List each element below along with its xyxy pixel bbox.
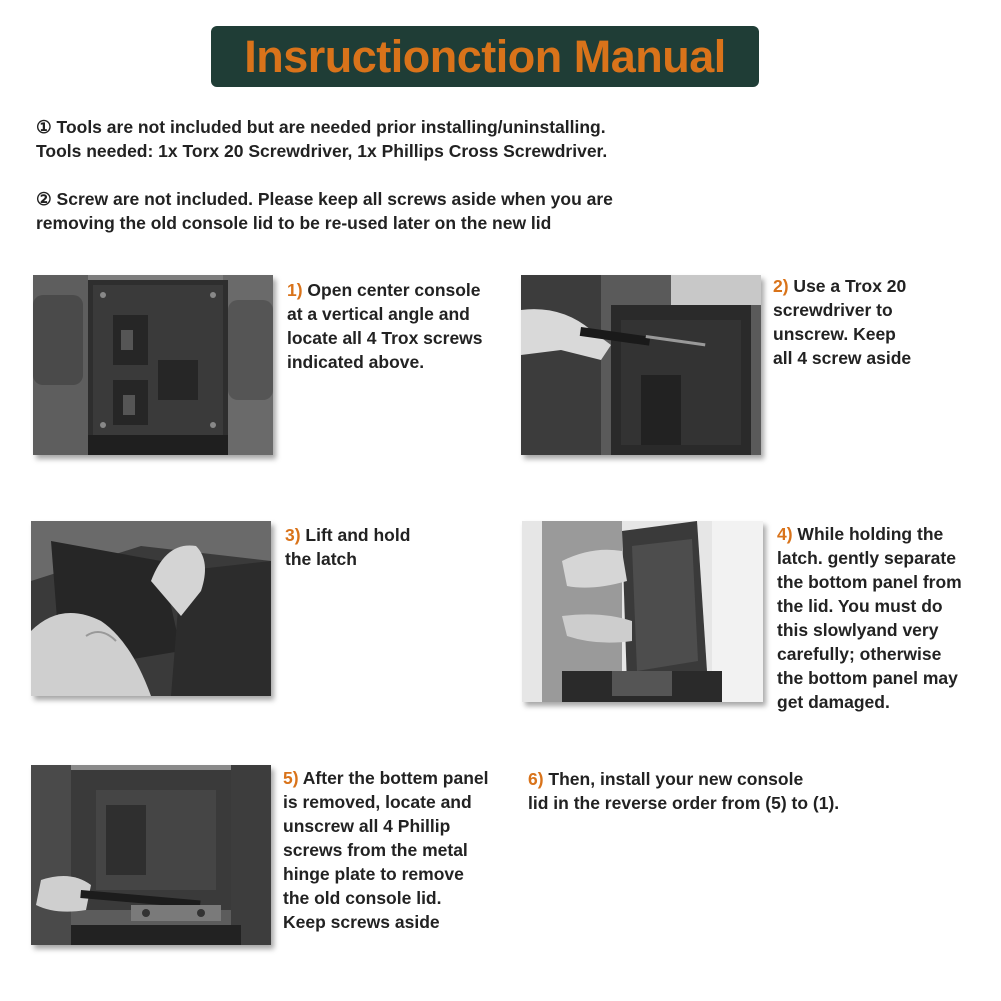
step3-photo bbox=[31, 521, 271, 696]
step1-line3: locate all 4 Trox screws bbox=[287, 328, 483, 348]
step6-line2: lid in the reverse order from (5) to (1). bbox=[528, 793, 840, 813]
step1-line2: at a vertical angle and bbox=[287, 304, 470, 324]
step5-number: 5) bbox=[283, 768, 299, 788]
step3-line2: the latch bbox=[285, 549, 357, 569]
step4-line2: latch. gently separate bbox=[777, 548, 956, 568]
step4-line8: get damaged. bbox=[777, 692, 890, 712]
step4-line4: the lid. You must do bbox=[777, 596, 943, 616]
step5-line6: the old console lid. bbox=[283, 888, 442, 908]
step5-line4: screws from the metal bbox=[283, 840, 468, 860]
step1-text bbox=[287, 278, 483, 374]
title-banner bbox=[211, 26, 759, 87]
step2-line1: Use a Trox 20 bbox=[788, 276, 907, 296]
note-screws bbox=[36, 187, 613, 235]
note-tools bbox=[36, 115, 607, 163]
step5-text bbox=[283, 766, 488, 934]
note-screws-line1: ② Screw are not included. Please keep all screws aside when you are bbox=[36, 189, 613, 209]
step6-line1: Then, install your new console bbox=[543, 769, 804, 789]
step3-text bbox=[285, 523, 410, 571]
step4-photo bbox=[522, 521, 763, 702]
note-tools-line1: ① Tools are not included but are needed prior installing/uninstalling. bbox=[36, 117, 606, 137]
step4-number: 4) bbox=[777, 524, 793, 544]
step1-number: 1) bbox=[287, 280, 303, 300]
note-tools-line2: Tools needed: 1x Torx 20 Screwdriver, 1x Phillips Cross Screwdriver. bbox=[36, 141, 608, 161]
step4-line3: the bottom panel from bbox=[777, 572, 962, 592]
step5-line5: hinge plate to remove bbox=[283, 864, 464, 884]
step4-line7: the bottom panel may bbox=[777, 668, 958, 688]
step4-line1: While holding the bbox=[792, 524, 944, 544]
step2-line2: screwdriver to bbox=[773, 300, 893, 320]
step5-photo bbox=[31, 765, 271, 945]
step6-number: 6) bbox=[528, 769, 544, 789]
note-screws-line2: removing the old console lid to be re-used later on the new lid bbox=[36, 213, 552, 233]
step2-line3: unscrew. Keep bbox=[773, 324, 896, 344]
step2-line4: all 4 screw aside bbox=[773, 348, 912, 368]
step5-line2: is removed, locate and bbox=[283, 792, 472, 812]
step6-text bbox=[528, 767, 839, 815]
step4-line5: this slowlyand very bbox=[777, 620, 939, 640]
step1-line4: indicated above. bbox=[287, 352, 425, 372]
step2-text bbox=[773, 274, 911, 370]
step4-text bbox=[777, 522, 962, 714]
page-title: Insructionction Manual bbox=[244, 30, 726, 82]
step5-line1: After the bottem panel bbox=[298, 768, 489, 788]
step4-line6: carefully; otherwise bbox=[777, 644, 942, 664]
step3-number: 3) bbox=[285, 525, 301, 545]
step2-number: 2) bbox=[773, 276, 789, 296]
step3-line1: Lift and hold bbox=[300, 525, 411, 545]
step5-line7: Keep screws aside bbox=[283, 912, 440, 932]
step1-photo bbox=[33, 275, 273, 455]
step2-photo bbox=[521, 275, 761, 455]
step5-line3: unscrew all 4 Phillip bbox=[283, 816, 451, 836]
step1-line1: Open center console bbox=[302, 280, 481, 300]
